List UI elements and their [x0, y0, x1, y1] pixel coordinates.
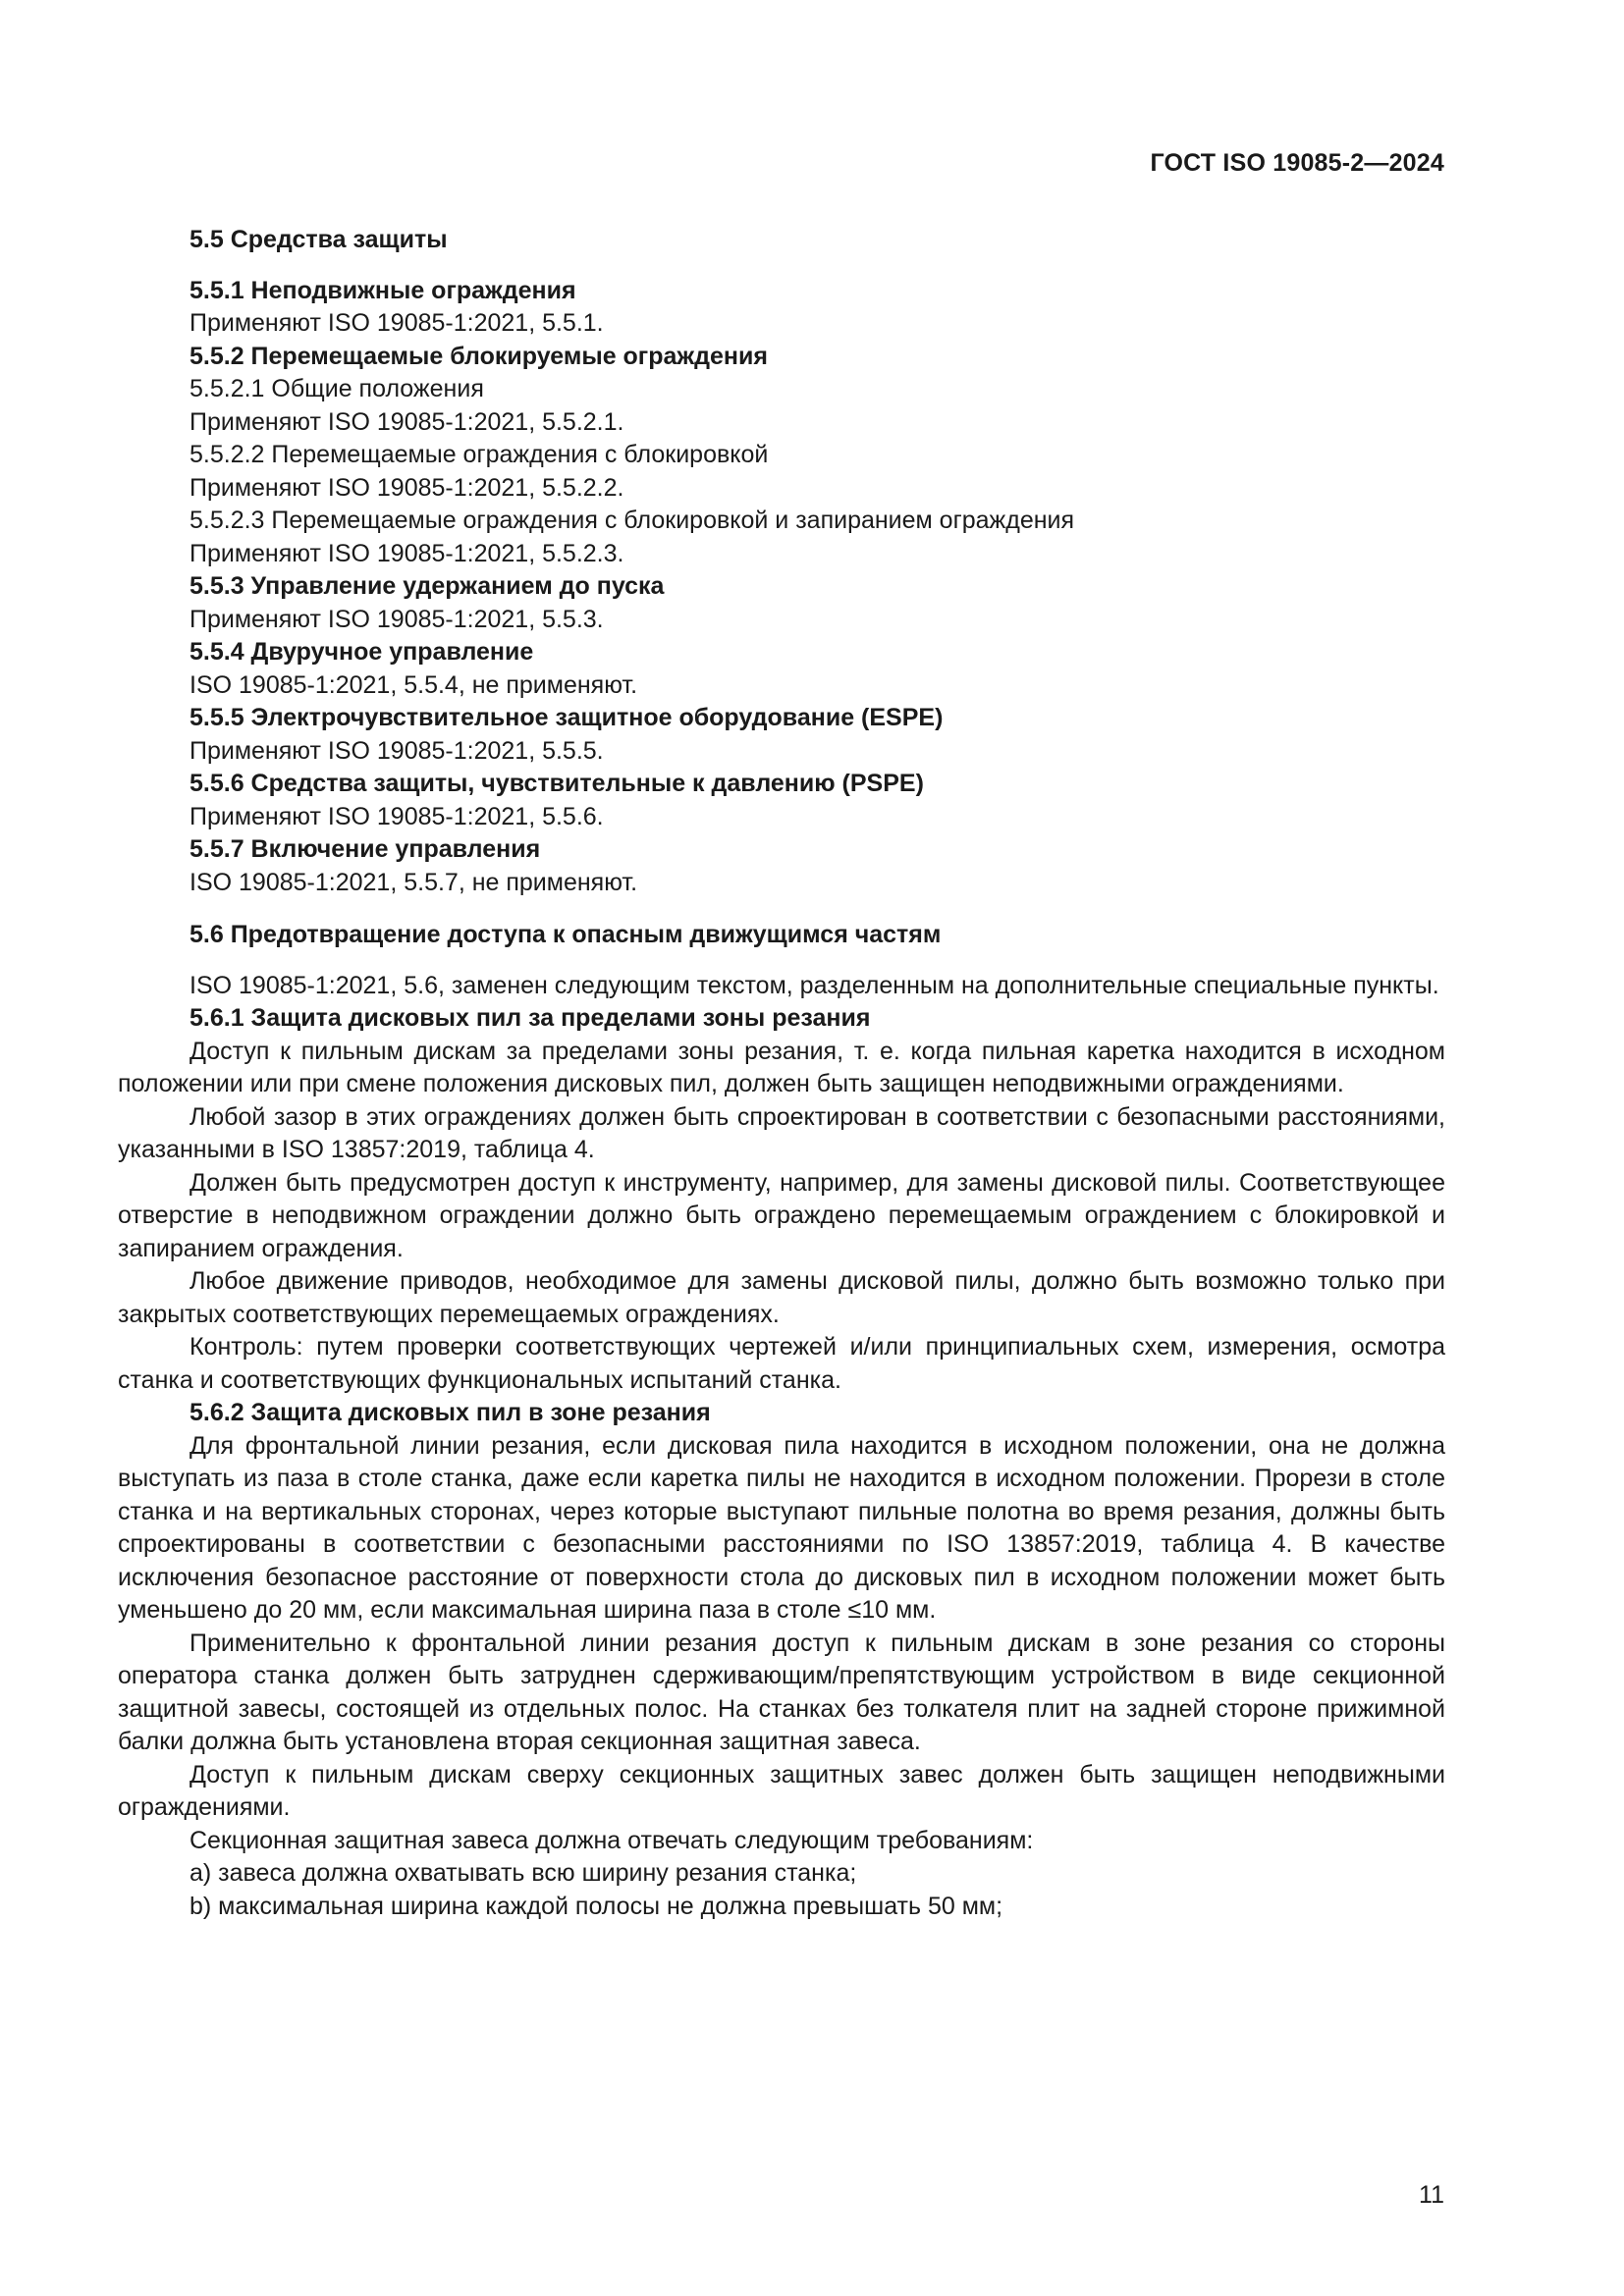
text-line: 5.5.2.3 Перемещаемые ограждения с блокировкой и запиранием ограждения	[189, 507, 1075, 534]
page-content	[118, 224, 1445, 1923]
paragraph: Доступ к пильным дискам сверху секционных защитных завес должен быть защищен неподвижными ограждениями.	[118, 1760, 1445, 1821]
subsection-heading: 5.5.4 Двуручное управление	[189, 638, 534, 666]
text-line: ISO 19085-1:2021, 5.5.7, не применяют.	[189, 868, 638, 896]
text-line: Применяют ISO 19085-1:2021, 5.5.6.	[189, 802, 604, 830]
text-line: Применяют ISO 19085-1:2021, 5.5.3.	[189, 605, 604, 633]
subsection-heading: 5.5.1 Неподвижные ограждения	[189, 276, 576, 304]
text-line: 5.5.2.2 Перемещаемые ограждения с блокировкой	[189, 441, 769, 468]
paragraph: Доступ к пильным дискам за пределами зоны резания, т. е. когда пильная каретка находится в исходном положении или при смене положения дисковых пил, должен быть защищен неподвижными ограждениями.	[118, 1037, 1445, 1097]
paragraph: Любой зазор в этих ограждениях должен быть спроектирован в соответствии с безопасными расстояниями, указанными в ISO 13857:2019, таблица 4.	[118, 1102, 1445, 1163]
paragraph: a) завеса должна охватывать всю ширину резания станка;	[189, 1859, 857, 1887]
text-line: ISO 19085-1:2021, 5.5.4, не применяют.	[189, 670, 638, 699]
section-5-6-intro: ISO 19085-1:2021, 5.6, заменен следующим текстом, разделенным на дополнительные специальные пункты.	[189, 971, 1439, 999]
paragraph: Секционная защитная завеса должна отвечать следующим требованиям:	[189, 1826, 1034, 1854]
text-line: Применяют ISO 19085-1:2021, 5.5.2.2.	[189, 473, 624, 502]
text-line: Применяют ISO 19085-1:2021, 5.5.2.1.	[189, 407, 624, 436]
text-line: Применяют ISO 19085-1:2021, 5.5.5.	[189, 736, 604, 765]
paragraph: b) максимальная ширина каждой полосы не должна превышать 50 мм;	[189, 1892, 1003, 1920]
text-line: Применяют ISO 19085-1:2021, 5.5.1.	[189, 309, 604, 337]
section-5-6-heading: 5.6 Предотвращение доступа к опасным движущимся частям	[189, 921, 942, 948]
section-5-5-list	[118, 275, 1445, 900]
section-5-5-heading: 5.5 Средства защиты	[189, 226, 448, 253]
document-code-header: ГОСТ ISO 19085-2—2024	[1150, 149, 1444, 177]
section-5-6-2-body	[118, 1430, 1445, 1924]
paragraph: Должен быть предусмотрен доступ к инструменту, например, для замены дисковой пилы. Соответствующее отверстие в неподвижном ограждении должно быть ограждено перемещаемым ограждением с блокировкой и запиранием ограждения.	[118, 1168, 1445, 1262]
section-5-6-1-body	[118, 1036, 1445, 1398]
paragraph: Контроль: путем проверки соответствующих чертежей и/или принципиальных схем, измерения, осмотра станка и соответствующих функциональных испытаний станка.	[118, 1333, 1445, 1394]
paragraph: Для фронтальной линии резания, если дисковая пила находится в исходном положении, она не должна выступать из паза в столе станка, даже если каретка пилы не находится в исходном положении. Прорези в столе станка и на вертикальных сторонах, через которые выступают пильные полотна во время резания, должны быть спроектированы в соответствии с безопасными расстояниями по ISO 13857:2019, таблица 4. В качестве исключения безопасное расстояние от поверхности стола до дисковых пил в исходном положении может быть уменьшено до 20 мм, если максимальная ширина паза в столе ≤10 мм.	[118, 1431, 1445, 1624]
paragraph: Применительно к фронтальной линии резания доступ к пильным дискам в зоне резания со стороны оператора станка должен быть затруднен сдерживающим/препятствующим устройством в виде секционной защитной завесы, состоящей из отдельных полос. На станках без толкателя плит на задней стороне прижимной балки должна быть установлена вторая секционная защитная завеса.	[118, 1629, 1445, 1755]
page-number: 11	[1419, 2181, 1444, 2209]
subsection-heading: 5.5.3 Управление удержанием до пуска	[189, 572, 665, 600]
text-line: Применяют ISO 19085-1:2021, 5.5.2.3.	[189, 539, 624, 567]
subsection-heading: 5.5.5 Электрочувствительное защитное оборудование (ESPE)	[189, 704, 944, 731]
section-5-6-1-heading: 5.6.1 Защита дисковых пил за пределами зоны резания	[189, 1004, 871, 1032]
text-line: 5.5.2.1 Общие положения	[189, 375, 484, 402]
subsection-heading: 5.5.6 Средства защиты, чувствительные к давлению (PSPE)	[189, 770, 924, 797]
subsection-heading: 5.5.2 Перемещаемые блокируемые ограждения	[189, 342, 768, 370]
paragraph: Любое движение приводов, необходимое для замены дисковой пилы, должно быть возможно только при закрытых соответствующих перемещаемых ограждениях.	[118, 1267, 1445, 1328]
subsection-heading: 5.5.7 Включение управления	[189, 835, 541, 863]
section-5-6-2-heading: 5.6.2 Защита дисковых пил в зоне резания	[189, 1399, 711, 1426]
